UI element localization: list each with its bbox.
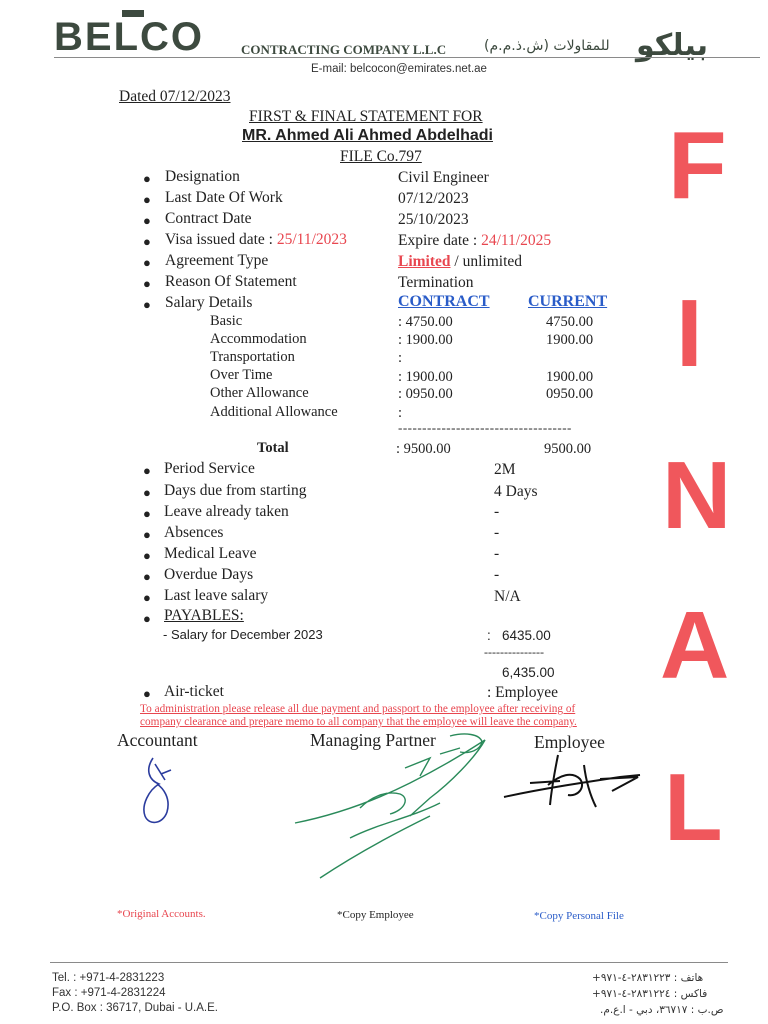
footer-fax-ar: فاكس : ٢٨٣١٢٢٤-٤-٩٧١+ <box>592 988 708 1000</box>
final-letter: A <box>660 592 730 699</box>
statement-title: FIRST & FINAL STATEMENT FOR <box>249 108 483 125</box>
designation-label: Designation <box>165 168 240 185</box>
footer-tel-ar: هاتف : ٢٨٣١٢٢٣-٤-٩٧١+ <box>592 972 704 984</box>
payables-item-value: : 6435.00 <box>487 628 551 643</box>
leave-taken-label: Leave already taken <box>164 503 289 520</box>
bullet-icon: ● <box>143 590 151 605</box>
salary-row-contract: : <box>398 405 403 421</box>
visa-value: 25/11/2023 <box>276 231 347 248</box>
agreement-value <box>398 253 522 271</box>
last-leave-value: N/A <box>494 588 521 605</box>
final-letter: L <box>664 754 723 861</box>
salary-row-label: Other Allowance <box>210 385 309 401</box>
bullet-icon: ● <box>143 527 151 542</box>
header-divider <box>54 57 760 58</box>
contract-date-value: 25/10/2023 <box>398 211 469 228</box>
expire-row <box>398 232 551 250</box>
footer-po: P.O. Box : 36717, Dubai - U.A.E. <box>52 1002 218 1014</box>
total-current: 9500.00 <box>544 441 592 457</box>
managing-partner-signature <box>290 728 500 888</box>
last-work-label: Last Date Of Work <box>165 189 283 206</box>
final-letter: N <box>662 442 732 549</box>
salary-row-contract: : 0950.00 <box>398 386 453 402</box>
copy-employee: *Copy Employee <box>337 909 414 921</box>
company-email: E-mail: belcocon@emirates.net.ae <box>311 63 487 75</box>
footer-fax: Fax : +971-4-2831224 <box>52 987 166 999</box>
designation-value: Civil Engineer <box>398 169 489 186</box>
company-name-en: CONTRACTING COMPANY L.L.C <box>241 42 447 57</box>
total-contract: : 9500.00 <box>396 441 451 457</box>
bullet-icon: ● <box>143 213 151 228</box>
absences-value: - <box>494 524 500 541</box>
salary-row-contract: : <box>398 350 403 366</box>
bullet-icon: ● <box>143 686 151 701</box>
agreement-rest: / unlimited <box>450 253 522 270</box>
dated: Dated 07/12/2023 <box>119 88 231 105</box>
agreement-limited: Limited <box>398 253 451 270</box>
salary-row-current: 0950.00 <box>546 386 594 402</box>
file-number: FILE Co.797 <box>340 148 422 165</box>
employee-signature <box>500 745 650 815</box>
salary-label: Salary Details <box>165 294 253 311</box>
bullet-icon: ● <box>143 506 151 521</box>
days-due-label: Days due from starting <box>164 482 307 499</box>
logo-ar: بيلكو <box>636 28 709 63</box>
final-letter: F <box>668 112 727 219</box>
employee-name: MR. Ahmed Ali Ahmed Abdelhadi <box>242 127 493 144</box>
salary-row-contract: : 4750.00 <box>398 314 453 330</box>
expire-value: 24/11/2025 <box>481 232 552 249</box>
note-line-1: To administration please release all due payment and passport to the employee after receiving of <box>140 703 576 715</box>
bullet-icon: ● <box>143 171 151 186</box>
note-line-2: company clearance and prepare memo to all company that the employee will leave the company. <box>140 716 577 728</box>
accountant-label: Accountant <box>117 730 198 750</box>
visa-row <box>165 231 347 249</box>
salary-row-current: 1900.00 <box>546 332 594 348</box>
footer-divider <box>50 962 728 963</box>
bullet-icon: ● <box>143 255 151 270</box>
bullet-icon: ● <box>143 192 151 207</box>
reason-label: Reason Of Statement <box>165 273 297 290</box>
bullet-icon: ● <box>143 463 151 478</box>
air-ticket-label: Air-ticket <box>164 683 224 700</box>
payables-item-label: - Salary for December 2023 <box>163 627 323 642</box>
salary-row-contract: : 1900.00 <box>398 332 453 348</box>
current-header: CURRENT <box>528 293 608 310</box>
days-due-value: 4 Days <box>494 483 538 500</box>
bullet-icon: ● <box>143 548 151 563</box>
last-work-value: 07/12/2023 <box>398 190 469 207</box>
salary-row-label: Transportation <box>210 349 295 365</box>
leave-taken-value: - <box>494 503 500 520</box>
bullet-icon: ● <box>143 611 151 626</box>
employee-label: Employee <box>534 732 605 752</box>
bullet-icon: ● <box>143 485 151 500</box>
bullet-icon: ● <box>143 569 151 584</box>
visa-label: Visa issued date : <box>165 231 277 248</box>
payables-separator: --------------- <box>484 645 544 659</box>
accountant-signature <box>135 750 185 830</box>
overdue-label: Overdue Days <box>164 566 254 583</box>
salary-row-label: Additional Allowance <box>210 404 338 420</box>
bullet-icon: ● <box>143 297 151 312</box>
copy-personal: *Copy Personal File <box>534 910 624 922</box>
partner-label: Managing Partner <box>310 730 436 750</box>
footer-po-ar: ص.ب : ٣٦٧١٧، دبي - ا.ع.م. <box>600 1004 724 1016</box>
last-leave-label: Last leave salary <box>164 587 269 604</box>
reason-value: Termination <box>398 274 474 291</box>
belco-logo <box>54 8 244 54</box>
bullet-icon: ● <box>143 234 151 249</box>
final-letter: I <box>676 280 703 387</box>
contract-header: CONTRACT <box>398 293 490 310</box>
medical-value: - <box>494 545 500 562</box>
period-value: 2M <box>494 461 516 478</box>
air-ticket-value: : Employee <box>487 684 559 701</box>
company-name-ar: للمقاولات (ش.ذ.م.م) <box>484 38 610 54</box>
overdue-value: - <box>494 566 500 583</box>
salary-row-label: Accommodation <box>210 331 307 347</box>
salary-row-label: Basic <box>210 313 243 329</box>
footer-tel: Tel. : +971-4-2831223 <box>52 972 165 984</box>
bullet-icon: ● <box>143 276 151 291</box>
absences-label: Absences <box>164 524 224 541</box>
salary-row-label: Over Time <box>210 367 273 383</box>
contract-date-label: Contract Date <box>165 210 252 227</box>
payables-heading: PAYABLES: <box>164 607 244 624</box>
salary-row-contract: : 1900.00 <box>398 369 453 385</box>
agreement-label: Agreement Type <box>165 252 269 269</box>
medical-label: Medical Leave <box>164 545 257 562</box>
salary-separator: ------------------------------------ <box>398 420 572 435</box>
logo-text: BELCO <box>54 15 204 54</box>
salary-row-current: 4750.00 <box>546 314 594 330</box>
total-label: Total <box>257 440 289 456</box>
payables-total: 6,435.00 <box>502 665 555 680</box>
period-label: Period Service <box>164 460 255 477</box>
copy-original: *Original Accounts. <box>117 908 206 920</box>
expire-label: Expire date : <box>398 232 482 249</box>
salary-row-current: 1900.00 <box>546 369 594 385</box>
